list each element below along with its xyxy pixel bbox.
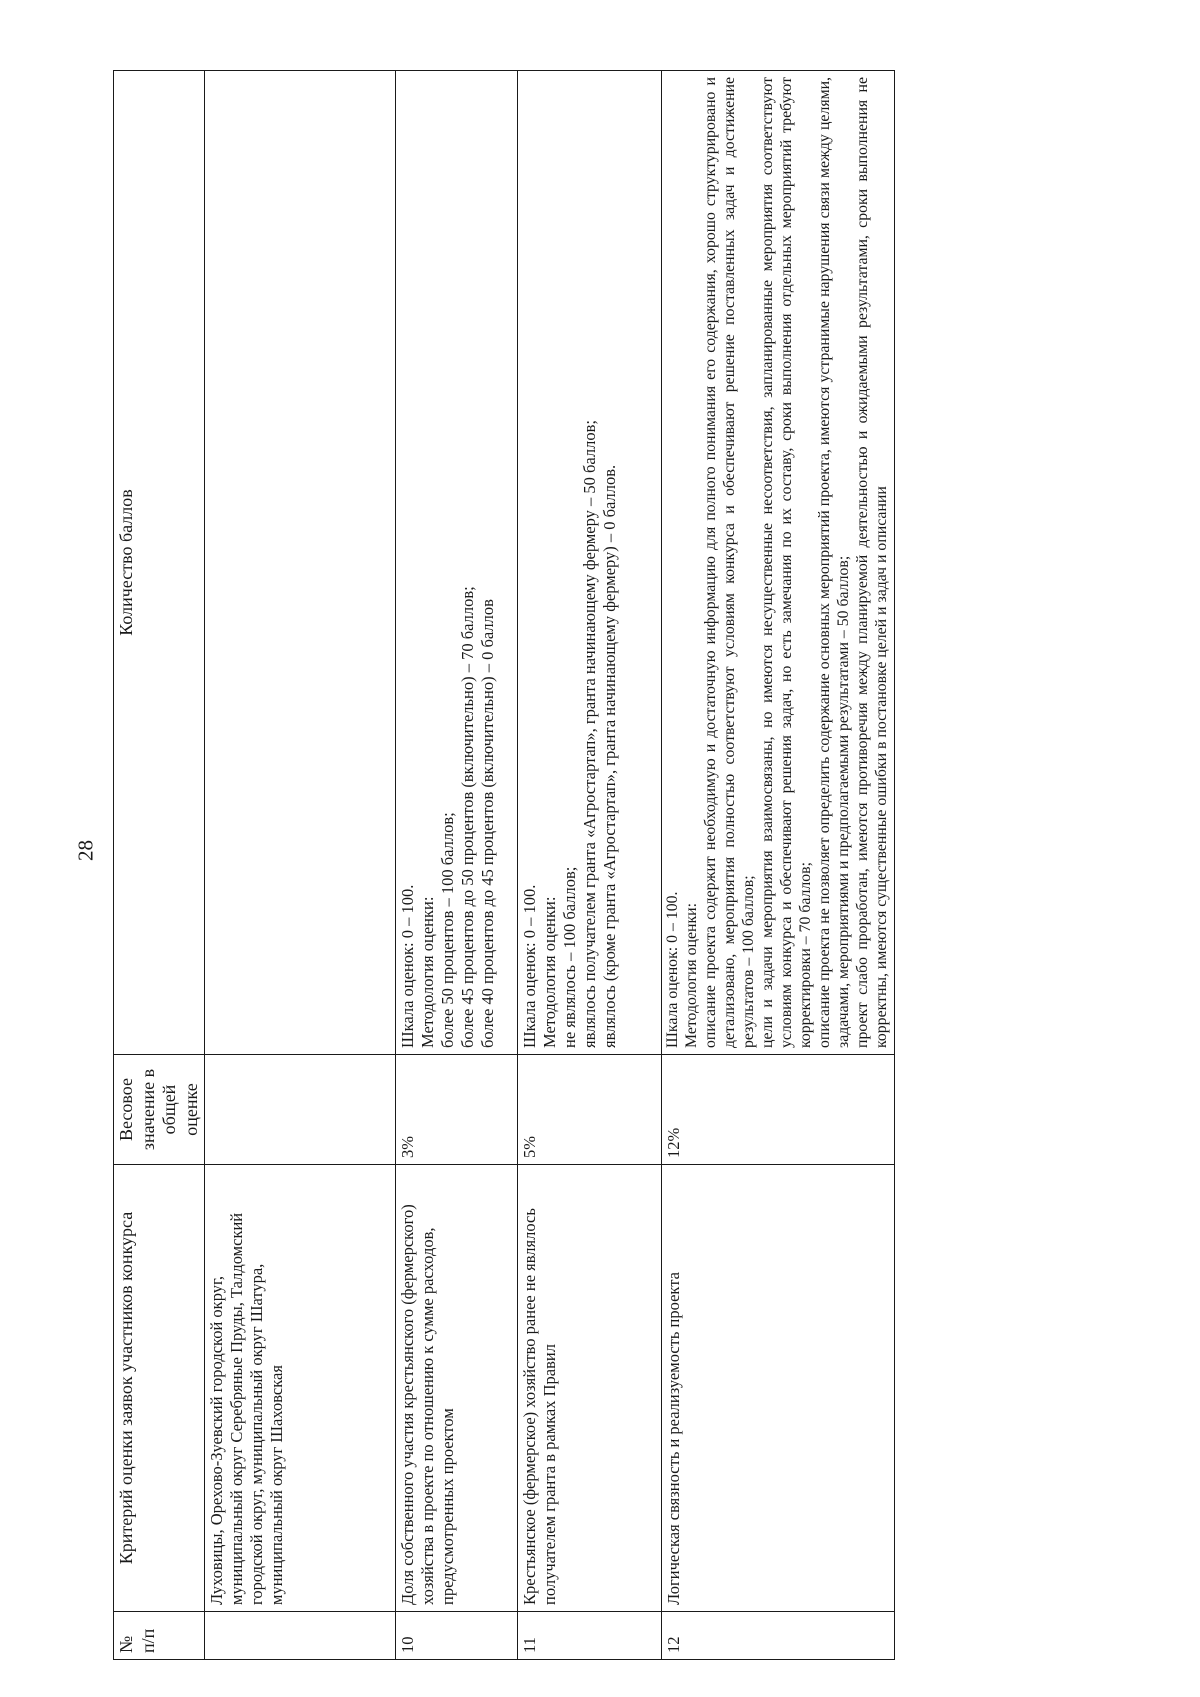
row-number: 10 xyxy=(396,1612,518,1660)
score-line: более 45 процентов до 50 процентов (включительно) – 70 баллов; xyxy=(458,586,478,1048)
row-score xyxy=(662,71,894,1055)
score-line: цели и задачи мероприятия взаимосвязаны, но имеются несущественные несоответствия, запланированные мероприятия соответствуют условиям конкурса и обеспечивают решения задач, но есть замечания по их составу, сроки выполнения отдельных мероприятий требуют корректировки – 70 баллов; xyxy=(759,77,815,1048)
table-row xyxy=(662,71,894,1660)
row-score xyxy=(396,71,518,1055)
score-line: Шкала оценок: 0 – 100. xyxy=(398,884,418,1048)
score-line: Шкала оценок: 0 – 100. xyxy=(520,884,540,1048)
rotated-table-wrapper xyxy=(113,70,895,1660)
page-number: 28 xyxy=(73,840,98,861)
score-line: являлось (кроме гранта «Агростартап», гранта начинающему фермеру) – 0 баллов. xyxy=(600,464,620,1048)
header-score: Количество баллов xyxy=(114,71,205,1055)
score-line: Методология оценки: xyxy=(418,896,438,1048)
row-score xyxy=(205,71,396,1055)
row-weight xyxy=(205,1055,396,1165)
criteria-table xyxy=(113,70,895,1660)
row-criterion: Логическая связность и реализуемость проекта xyxy=(662,1165,894,1612)
table-row xyxy=(205,71,396,1660)
row-weight: 5% xyxy=(518,1055,662,1165)
score-line: более 50 процентов – 100 баллов; xyxy=(438,812,458,1048)
score-line: Методология оценки: xyxy=(683,903,701,1048)
header-number: № п/п xyxy=(114,1612,205,1660)
row-criterion: Крестьянское (фермерское) хозяйство ранее не являлось получателем гранта в рамках Правил xyxy=(518,1165,662,1612)
score-line: описание проекта не позволяет определить содержание основных мероприятий проекта, имеются устранимые нарушения связи между целями, задачами, мероприятиями и предполагаемыми результатами – 50 баллов; xyxy=(816,77,852,1048)
score-line: являлось получателем гранта «Агростартап», гранта начинающему фермеру – 50 баллов; xyxy=(580,420,600,1048)
score-line: не являлось – 100 баллов; xyxy=(560,866,580,1048)
header-weight: Весовое значение в общей оценке xyxy=(114,1055,205,1165)
row-number xyxy=(205,1612,396,1660)
row-weight: 12% xyxy=(662,1055,894,1165)
table-header-row xyxy=(114,71,205,1660)
table-row xyxy=(396,71,518,1660)
score-line: более 40 процентов до 45 процентов (включительно) – 0 баллов xyxy=(478,599,498,1048)
score-line: Шкала оценок: 0 – 100. xyxy=(664,891,682,1048)
row-number: 11 xyxy=(518,1612,662,1660)
row-criterion: Луховицы, Орехово-Зуевский городской округ, муниципальный округ Серебряные Пруды, Талдомский городской округ, муниципальный округ Шатура, муниципальный округ Шаховская xyxy=(205,1165,396,1612)
row-criterion: Доля собственного участия крестьянского (фермерского) хозяйства в проекте по отношению к сумме расходов, предусмотренных проектом xyxy=(396,1165,518,1612)
header-criterion: Критерий оценки заявок участников конкурса xyxy=(114,1165,205,1612)
score-line: описание проекта содержит необходимую и достаточную информацию для полного понимания его содержания, хорошо структурировано и детализовано, мероприятия полностью соответствуют условиям конкурса и обеспечивают решение поставленных задач и достижение результатов – 100 баллов; xyxy=(702,77,758,1048)
row-number: 12 xyxy=(662,1612,894,1660)
score-line: проект слабо проработан, имеются противоречия между планируемой деятельностью и ожидаемыми результатами, сроки выполнения не корректны, имеются существенные ошибки в постановке целей и задач и описании xyxy=(853,77,890,1048)
table-row xyxy=(518,71,662,1660)
row-weight: 3% xyxy=(396,1055,518,1165)
score-line: Методология оценки: xyxy=(540,896,560,1048)
row-score xyxy=(518,71,662,1055)
